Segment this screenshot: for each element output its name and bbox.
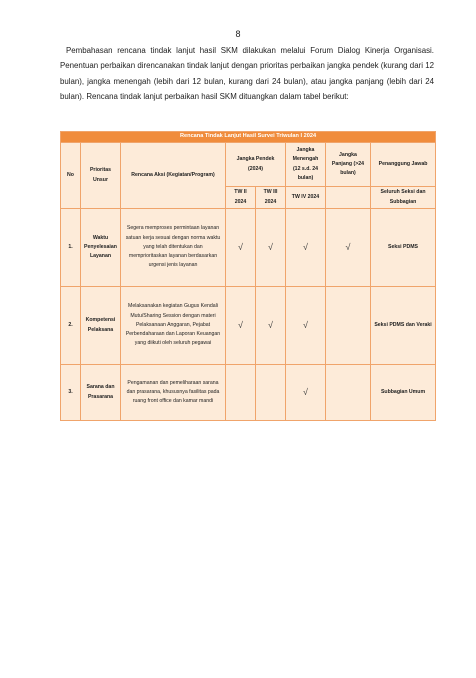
intro-paragraph (60, 43, 434, 105)
check-mark: √ (286, 365, 326, 421)
row-pj: Seksi PDMS (371, 209, 436, 287)
header-jangka-menengah: Jangka Menengah (12 s.d. 24 bulan) (286, 143, 326, 187)
row-no: 2. (61, 287, 81, 365)
header-penanggung-jawab: Penanggung Jawab (371, 143, 436, 187)
header-tw2: TW II 2024 (226, 187, 256, 209)
header-tw3: TW III 2024 (256, 187, 286, 209)
table-title: Rencana Tindak Lanjut Hasil Survei Triwulan I 2024 (61, 132, 436, 143)
check-mark: √ (226, 287, 256, 365)
check-mark: √ (256, 209, 286, 287)
table-row (61, 365, 436, 421)
table-row (61, 209, 436, 287)
header-prioritas: Prioritas Unsur (81, 143, 121, 209)
check-mark (326, 287, 371, 365)
check-mark: √ (326, 209, 371, 287)
check-mark: √ (226, 209, 256, 287)
check-mark (256, 365, 286, 421)
intro-text: Pembahasan rencana tindak lanjut hasil SKM dilakukan melalui Forum Dialog Kinerja Organisasi. Penentuan perbaikan direncanakan tindak lanjut dengan prioritas perbaikan jangka pendek (kurang dari 12 bulan), jangka menengah (lebih dari 12 bulan, kurang dari 24 bulan), atau jangka panjang (lebih dari 24 bulan). Rencana tindak lanjut perbaikan hasil SKM dituangkan dalam tabel berikut: (60, 46, 434, 102)
follow-up-plan-table (60, 131, 436, 421)
header-rencana: Rencana Aksi (Kegiatan/Program) (121, 143, 226, 209)
row-pj: Seksi PDMS dan Veraki (371, 287, 436, 365)
header-jangka-panjang: Jangka Panjang (>24 bulan) (326, 143, 371, 187)
header-no: No (61, 143, 81, 209)
check-mark (326, 365, 371, 421)
page-number: 8 (235, 29, 241, 39)
row-pj: Subbagian Umum (371, 365, 436, 421)
row-no: 3. (61, 365, 81, 421)
header-pj-sub: Seluruh Seksi dan Subbagian (371, 187, 436, 209)
header-tw4: TW IV 2024 (286, 187, 326, 209)
row-aksi: Segera memproses permintaan layanan satuan kerja sesuai dengan norma waktu yang telah ditentukan dan memprioritaskan layanan berdasarkan urgensi jenis layanan (121, 209, 226, 287)
check-mark: √ (286, 287, 326, 365)
header-jangka-pendek: Jangka Pendek (2024) (226, 143, 286, 187)
row-no: 1. (61, 209, 81, 287)
row-unsur: Waktu Penyelesaian Layanan (81, 209, 121, 287)
row-aksi: Melaksanakan kegiatan Gugus Kendali Mutu/Sharing Session dengan materi Pelaksanaan Anggaran, Pejabat Perbendaharaan dan Laporan Keuangan yang diikuti oleh seluruh pegawai (121, 287, 226, 365)
check-mark: √ (256, 287, 286, 365)
row-unsur: Sarana dan Prasarana (81, 365, 121, 421)
table-row (61, 287, 436, 365)
check-mark: √ (286, 209, 326, 287)
row-aksi: Pengamanan dan pemeliharaan sarana dan prasarana, khususnya fasilitas pada ruang front office dan kamar mandi (121, 365, 226, 421)
header-empty (326, 187, 371, 209)
check-mark (226, 365, 256, 421)
row-unsur: Kompetensi Pelaksana (81, 287, 121, 365)
